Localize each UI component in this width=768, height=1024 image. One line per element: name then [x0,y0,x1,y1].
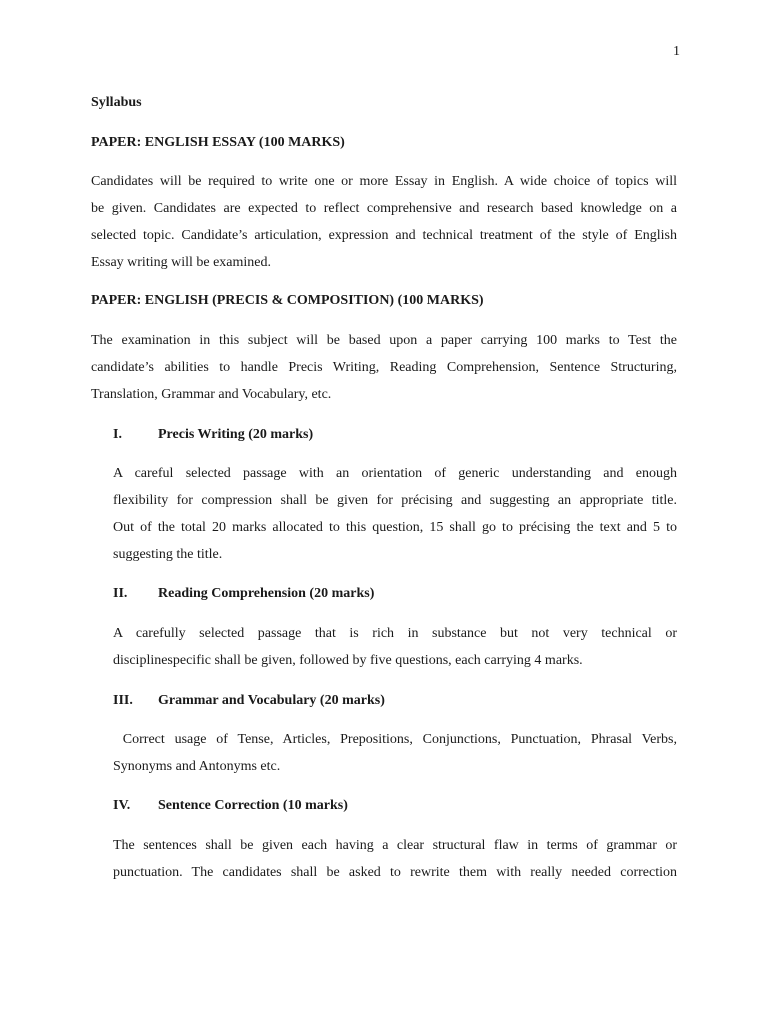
section-paragraph-precis-writing [113,460,677,568]
page-number: 1 [673,44,680,59]
paragraph-line: A careful selected passage with an orientation of generic understanding and enough [113,466,677,481]
syllabus-title: Syllabus [91,95,142,110]
section-title: Grammar and Vocabulary (20 marks) [158,693,385,708]
paragraph-line: be given. Candidates are expected to reflect comprehensive and research based knowledge on a [91,201,677,216]
paragraph-line: The sentences shall be given each having a clear structural flaw in terms of grammar or [113,838,677,853]
paper-precis-heading: PAPER: ENGLISH (PRECIS & COMPOSITION) (100 MARKS) [91,293,484,308]
paragraph-line: Out of the total 20 marks allocated to this question, 15 shall go to précising the text and 5 to [113,520,677,535]
paragraph-line: selected topic. Candidate’s articulation, expression and technical treatment of the style of English [91,228,677,243]
paragraph-line: candidate’s abilities to handle Precis Writing, Reading Comprehension, Sentence Structuring, [91,360,677,375]
paragraph-line: Translation, Grammar and Vocabulary, etc. [91,387,332,402]
paper-precis-paragraph [91,327,677,408]
paragraph-line: flexibility for compression shall be given for précising and suggesting an appropriate title. [113,493,677,508]
section-paragraph-reading-comprehension [113,620,677,674]
section-numeral: I. [113,427,122,442]
paragraph-line: A carefully selected passage that is rich in substance but not very technical or [113,626,677,641]
section-heading-reading-comprehension [113,584,374,604]
paragraph-line: Correct usage of Tense, Articles, Prepositions, Conjunctions, Punctuation, Phrasal Verbs, [113,732,677,747]
section-paragraph-grammar-vocabulary [113,726,677,780]
section-numeral: IV. [113,798,131,813]
paragraph-line: suggesting the title. [113,547,223,562]
paragraph-line: punctuation. The candidates shall be asked to rewrite them with really needed correction [113,865,677,880]
paragraph-line: Synonyms and Antonyms etc. [113,759,281,774]
paper-essay-paragraph [91,168,677,276]
paragraph-line: disciplinespecific shall be given, followed by five questions, each carrying 4 marks. [113,653,583,668]
section-heading-grammar-vocabulary [113,691,385,711]
paragraph-line: Candidates will be required to write one or more Essay in English. A wide choice of topics will [91,174,677,189]
section-paragraph-sentence-correction [113,832,677,886]
section-title: Reading Comprehension (20 marks) [158,586,375,601]
paper-essay-heading: PAPER: ENGLISH ESSAY (100 MARKS) [91,135,345,150]
section-numeral: III. [113,693,133,708]
section-title: Precis Writing (20 marks) [158,427,314,442]
paragraph-line: Essay writing will be examined. [91,255,272,270]
section-title: Sentence Correction (10 marks) [158,798,348,813]
section-heading-precis-writing [113,425,313,445]
section-heading-sentence-correction [113,796,348,816]
paragraph-line: The examination in this subject will be based upon a paper carrying 100 marks to Test the [91,333,677,348]
section-numeral: II. [113,586,128,601]
